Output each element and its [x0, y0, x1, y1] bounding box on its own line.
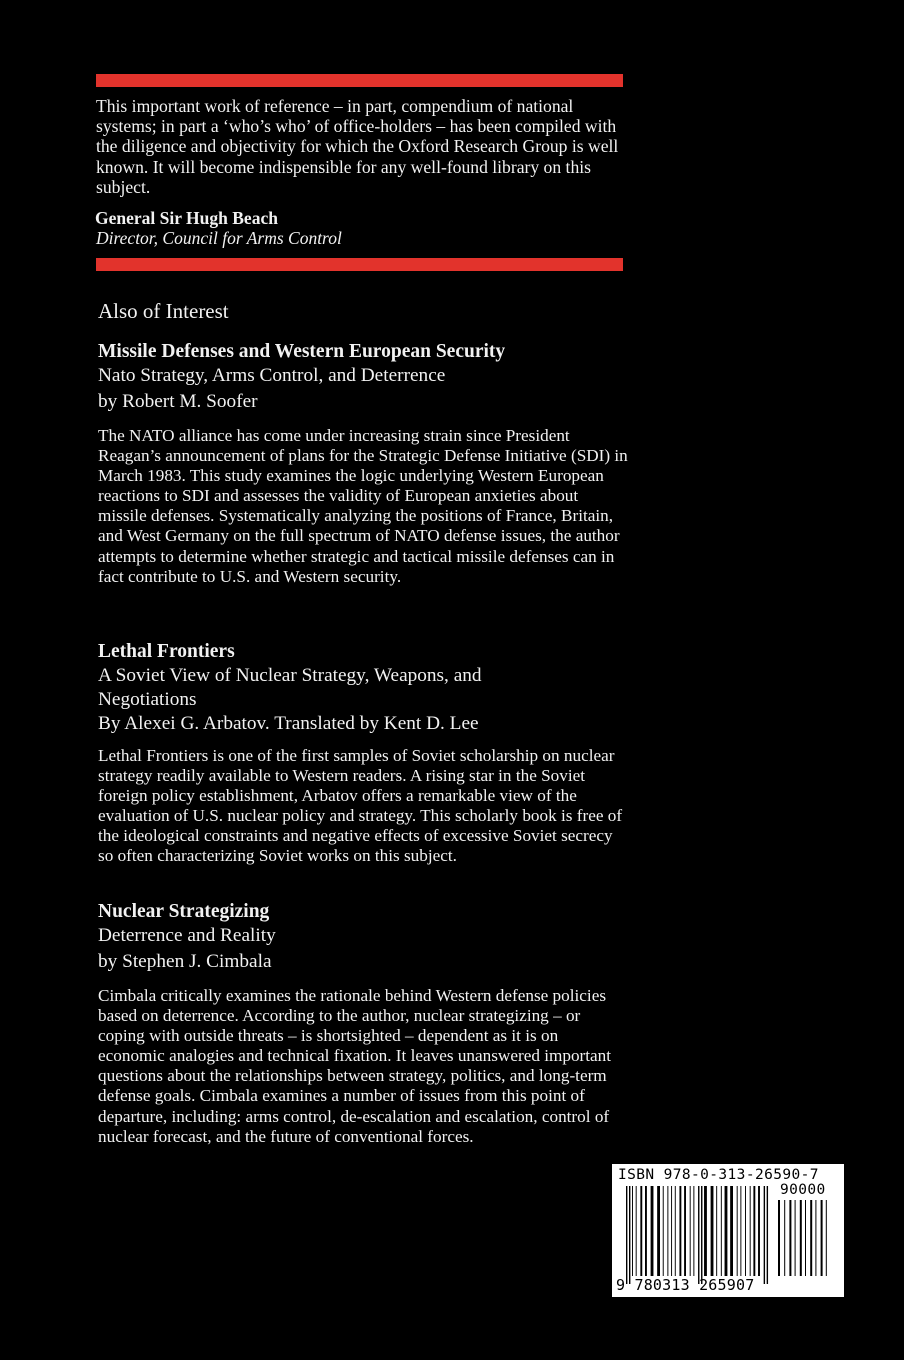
endorsement-author: General Sir Hugh Beach: [95, 208, 278, 228]
barcode-bar: [740, 1186, 741, 1276]
barcode-bar: [690, 1186, 691, 1276]
barcode-bar: [789, 1200, 791, 1276]
top-red-divider: [96, 74, 623, 87]
barcode-bar: [684, 1186, 686, 1276]
book-title: Nuclear Strategizing: [98, 901, 270, 922]
barcode-bar: [636, 1186, 637, 1276]
barcode-bar: [632, 1186, 633, 1276]
barcode-bar: [805, 1200, 806, 1276]
barcode-bar: [730, 1186, 733, 1276]
book-title: Lethal Frontiers: [98, 641, 235, 662]
barcode-bar: [821, 1200, 823, 1276]
barcode-bar: [764, 1186, 765, 1284]
barcode-bar: [815, 1200, 816, 1276]
barcode-bar: [671, 1186, 672, 1276]
book-author: by Robert M. Soofer: [98, 391, 258, 412]
barcode-bar: [645, 1186, 647, 1276]
barcode-bar: [679, 1186, 681, 1276]
book-description: The NATO alliance has come under increasing strain since President Reagan’s announcement of plans for the Strategic Defense Initiative (SDI) in March 1983. This study examines the logic underlying Western European reactions to SDI and assesses the validity of European anxieties about missile defenses. Systematically analyzing the positions of France, Britain, and West Germany on the full spectrum of NATO defense issues, the author attempts to determine whether strategic and tactical missile defenses can in fact contribute to U.S. and Western security.: [98, 426, 628, 586]
barcode-bar: [693, 1186, 694, 1276]
barcode-bar: [721, 1186, 722, 1276]
book-entry: [98, 340, 628, 587]
barcode-bar: [750, 1186, 751, 1276]
isbn-barcode: [612, 1164, 844, 1297]
barcode-bar: [753, 1186, 755, 1276]
book-description: Cimbala critically examines the rationale behind Western defense policies based on deterrence. According to the author, nuclear strategizing – or coping with outside threats – is shortsighted – dependent as it is on economic analogies and technical fixation. It leaves unanswered important questions about the relationships between strategy, politics, and long-term defense goals. Cimbala examines a number of issues from this point of departure, including: arms control, de-escalation and escalation, control of nuclear forecast, and the future of conventional forces.: [98, 986, 612, 1146]
barcode-bar: [795, 1200, 796, 1276]
book-title: Missile Defenses and Western European Security: [98, 341, 506, 362]
isbn-label: ISBN 978-0-313-26590-7: [618, 1167, 819, 1183]
barcode-bar: [778, 1200, 780, 1276]
barcode-bar: [745, 1186, 746, 1276]
endorsement-author-role: Director, Council for Arms Control: [96, 228, 342, 248]
barcode-bar: [758, 1186, 760, 1276]
book-author: By Alexei G. Arbatov. Translated by Kent D. Lee: [98, 713, 479, 734]
bottom-red-divider: [96, 258, 623, 271]
barcode-bar: [810, 1200, 812, 1276]
barcode-bar: [784, 1200, 785, 1276]
barcode-bar: [826, 1200, 827, 1276]
book-subtitle: Nato Strategy, Arms Control, and Deterrence: [98, 365, 446, 386]
barcode-bar: [698, 1186, 699, 1284]
book-author: by Stephen J. Cimbala: [98, 951, 272, 972]
barcode-addon-number: 90000: [780, 1182, 826, 1198]
barcode-bar: [629, 1186, 630, 1284]
barcode-bar: [667, 1186, 668, 1276]
barcode-bar: [767, 1186, 768, 1284]
barcode-bar: [800, 1200, 802, 1276]
barcode-bar: [737, 1186, 738, 1276]
barcode-bar: [711, 1186, 714, 1276]
barcode-bar: [657, 1186, 660, 1276]
barcode-main-number: 9 780313 265907: [616, 1276, 755, 1294]
barcode-bar: [663, 1186, 664, 1276]
barcode-bar: [704, 1186, 707, 1276]
book-subtitle: Deterrence and Reality: [98, 925, 276, 946]
barcode-bar: [626, 1186, 627, 1284]
barcode-bar: [716, 1186, 717, 1276]
book-subtitle: A Soviet View of Nuclear Strategy, Weapons, and Negotiations: [98, 665, 482, 710]
section-title: Also of Interest: [98, 299, 229, 323]
endorsement-quote: This important work of reference – in part, compendium of national systems; in part a ‘who’s who’ of office-holders – has been compiled with the diligence and objectivity for which the Oxford Research Group is well known. It will become indispensible for any well-found library on this subject.: [96, 96, 619, 197]
barcode-bar: [701, 1186, 702, 1284]
book-description: Lethal Frontiers is one of the first samples of Soviet scholarship on nuclear strategy readily available to Western readers. A rising star in the Soviet foreign policy establishment, Arbatov offers a remarkable view of the evaluation of U.S. nuclear policy and strategy. This scholarly book is free of the ideological constraints and negative effects of excessive Soviet secrecy so often characterizing Soviet works on this subject.: [98, 746, 623, 866]
book-entry: [98, 900, 628, 1147]
barcode-bar: [651, 1186, 654, 1276]
barcode-bar: [725, 1186, 728, 1276]
book-entry: [98, 640, 623, 867]
barcode-bar: [675, 1186, 676, 1276]
barcode-bar: [640, 1186, 642, 1276]
